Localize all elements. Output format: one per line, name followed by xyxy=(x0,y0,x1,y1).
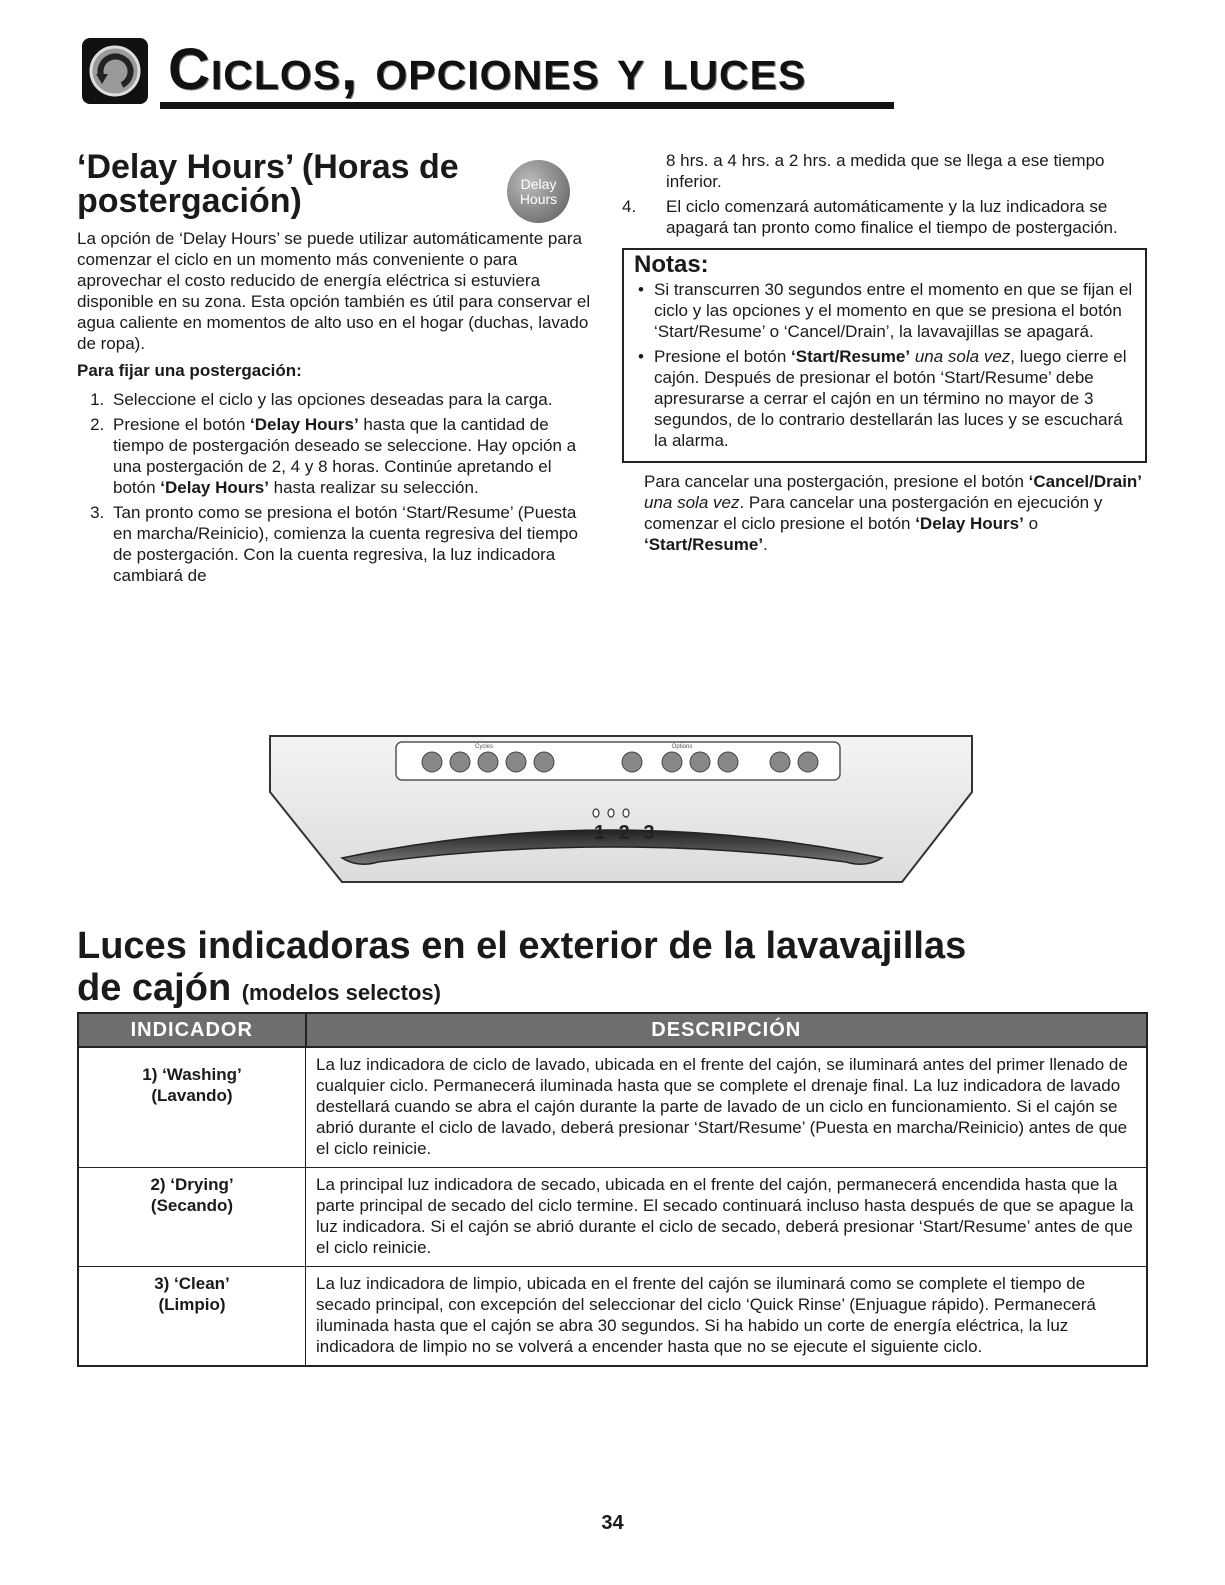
step-3-continued: 8 hrs. a 4 hrs. a 2 hrs. a medida que se llega a ese tiempo inferior. xyxy=(666,151,1105,191)
delay-hours-continued xyxy=(622,150,1147,555)
description-cell: La principal luz indicadora de secado, ubicada en el frente del cajón, permanecerá encendida hasta que la parte principal de secado del ciclo termine. El secado continuará incluso hasta después de que se apague la luz indicadora. Si el cajón se abrió durante el ciclo de secado, deberá presionar ‘Start/Resume’ antes de que el ciclo reinicie. xyxy=(306,1168,1148,1267)
table-row xyxy=(78,1047,1147,1168)
step-1: 1. Seleccione el ciclo y las opciones deseadas para la carga. xyxy=(109,389,597,410)
options-label: Options xyxy=(671,744,693,750)
indicator-light-numbers: 1 2 3 xyxy=(594,822,659,844)
indicator-cell: 2) ‘Drying’ (Secando) xyxy=(78,1168,306,1267)
drawer-drawing xyxy=(262,734,974,884)
notes-list xyxy=(634,279,1135,451)
description-cell: La luz indicadora de ciclo de lavado, ubicada en el frente del cajón, se iluminará antes del primer llenado de cualquier ciclo. Permanecerá iluminada hasta que se complete el drenaje final. La luz indicadora de lavado destellará cuando se abra el cajón durante la parte de lavado de un ciclo en funcionamiento. Si el cajón se abrió durante el ciclo de lavado, deberá presionar ‘Start/Resume’ (Puesta en marcha/Reinicio) antes de que el ciclo reinicie. xyxy=(306,1047,1148,1168)
indicator-lights-table xyxy=(77,1012,1148,1367)
step-4: 4. El ciclo comenzará automáticamente y la luz indicadora se apagará tan pronto como finalice el tiempo de postergación. xyxy=(622,197,1118,237)
notes-title: Notas: xyxy=(634,251,709,278)
delay-hours-section xyxy=(77,150,597,590)
cancel-delay-text: Para cancelar una postergación, presione el botón ‘Cancel/Drain’ una sola vez. Para cancelar una postergación en ejecución y comenzar el ciclo presione el botón ‘Delay Hours’ o ‘Start/Resume’. xyxy=(644,472,1143,554)
delay-hours-badge-icon xyxy=(507,160,570,223)
header-indicator: INDICADOR xyxy=(78,1013,306,1047)
note-1: • Si transcurren 30 segundos entre el momento en que se fijan el ciclo y las opciones y el momento en que se presiona el botón ‘Start/Resume’ o ‘Cancel/Drain’, la lavavajillas se apagará. xyxy=(654,279,1135,342)
notes-box xyxy=(622,248,1147,463)
delay-intro: La opción de ‘Delay Hours’ se puede utilizar automáticamente para comenzar el ciclo en un momento más conveniente o para aprovechar el costo reducido de energía eléctrica si estuviera disponible en su zona. Esta opción también es útil para conservar el agua caliente en momentos de alto uso en el hogar (duchas, lavado de ropa). xyxy=(77,229,591,353)
note-2: • Presione el botón ‘Start/Resume’ una sola vez, luego cierre el cajón. Después de presionar el botón ‘Start/Resume’ debe apresurarse a cerrar el cajón en un término no mayor de 3 segundos, de lo contrario destellarán las luces y se escuchará la alarma. xyxy=(654,346,1135,451)
page-number: 34 xyxy=(601,1512,624,1534)
table-row xyxy=(78,1168,1147,1267)
page-header xyxy=(82,38,894,110)
delay-hours-heading: ‘Delay Hours’ (Horas de postergación) xyxy=(77,148,459,220)
dishwasher-drawer-illustration xyxy=(262,734,974,884)
indicator-lights-heading: Luces indicadoras en el exterior de la lavavajillas de cajón (modelos selectos) xyxy=(77,925,967,1009)
badge-line-2: Hours xyxy=(519,190,558,207)
description-cell: La luz indicadora de limpio, ubicada en el frente del cajón se iluminará como se complete el tiempo de secado principal, con excepción del seleccionar del ciclo ‘Quick Rinse’ (Enjuague rápido). Permanecerá iluminada hasta que el cajón se abra 30 segundos. Si ha habido un corte de energía eléctrica, la luz indicadora de limpio no se volverá a encender hasta que no se ejecute el siguiente ciclo. xyxy=(306,1267,1148,1367)
table-row xyxy=(78,1267,1147,1367)
cycles-label: Cycles xyxy=(474,744,494,750)
indicator-cell: 1) ‘Washing’ (Lavando) xyxy=(78,1047,306,1168)
step-2: 2. Presione el botón ‘Delay Hours’ hasta que la cantidad de tiempo de postergación deseado se seleccione. Hay opción a una postergación de 2, 4 y 8 horas. Continúe apretando el botón ‘Delay Hours’ hasta realizar su selección. xyxy=(109,414,597,498)
table-header-row xyxy=(78,1013,1147,1047)
set-delay-subhead: Para fijar una postergación: xyxy=(77,361,302,380)
badge-line-1: Delay xyxy=(520,175,557,192)
step-3: 3. Tan pronto como se presiona el botón ‘Start/Resume’ (Puesta en marcha/Reinicio), comienza la cuenta regresiva del tiempo de postergación. Con la cuenta regresiva, la luz indicadora cambiará de xyxy=(109,502,597,586)
header-rule xyxy=(160,102,894,109)
page-title: Ciclos, opciones y luces xyxy=(168,37,807,102)
indicator-cell: 3) ‘Clean’ (Limpio) xyxy=(78,1267,306,1367)
header-description: DESCRIPCIÓN xyxy=(306,1013,1148,1047)
delay-steps-continued xyxy=(622,150,1147,238)
cycle-arrow-icon xyxy=(82,38,148,104)
models-note: (modelos selectos) xyxy=(241,980,441,1005)
delay-steps xyxy=(77,389,597,586)
